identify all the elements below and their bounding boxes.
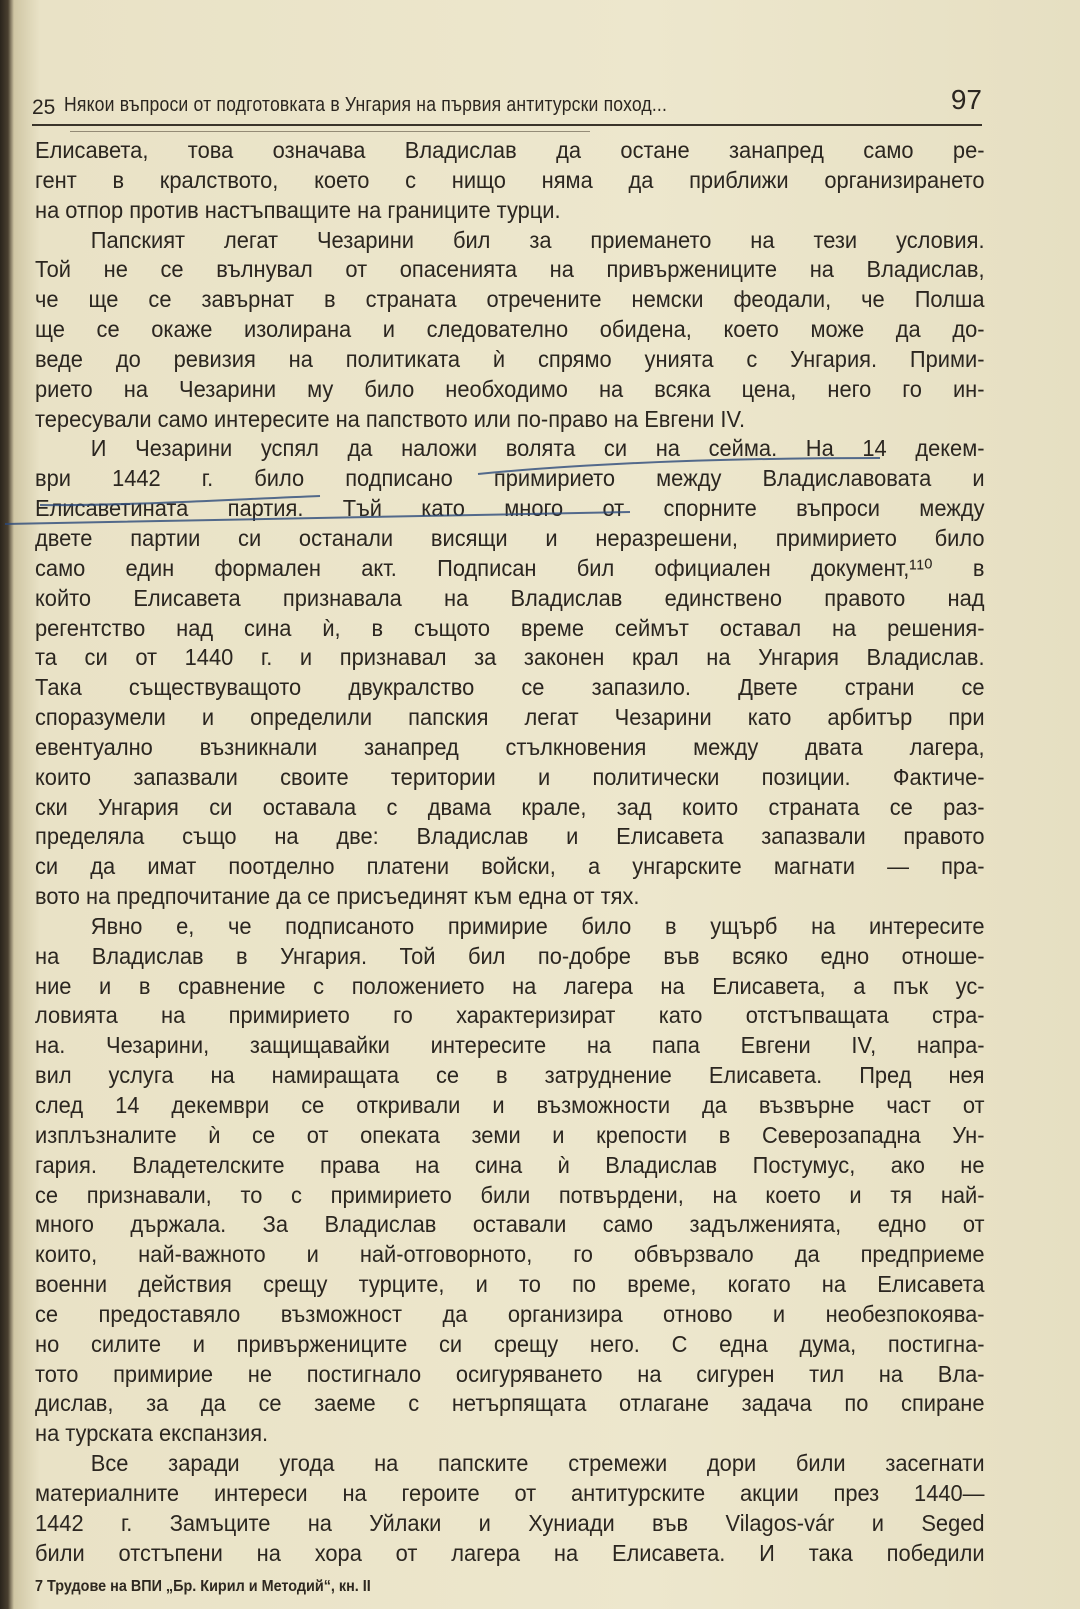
text-line: Явно е, че подписаното примирие било в ущърб на интересите	[90, 912, 985, 939]
text-line: двете партии си останали висящи и неразрешени, примирието било	[35, 524, 985, 551]
text-line: Той не се вълнувал от опасенията на привържениците на Владислав,	[35, 256, 985, 283]
running-header	[32, 84, 982, 120]
text-line: веде до ревизия на политиката ѝ спрямо унията с Унгария. Прими-	[35, 345, 985, 372]
text-line: че ще се завърнат в страната отречените немски феодали, че Полша	[35, 286, 985, 313]
text-line: на. Чезарини, защищавайки интересите на папа Евгени IV, напра-	[35, 1032, 985, 1059]
footer-signature: 7 Трудове на ВПИ „Бр. Кирил и Методий“, кн. II	[35, 1578, 371, 1595]
header-rule	[32, 124, 982, 126]
chapter-number: 25	[32, 96, 56, 119]
text-line: Елисавета, това означава Владислав да остане занапред само ре-	[35, 137, 985, 163]
text-line: много държала. За Владислав оставали само задълженията, едно от	[35, 1211, 985, 1238]
text-line: вото на предпочитание да се присъединят към една от тях.	[35, 883, 640, 910]
text-line: Все заради угода на папските стремежи дори били засегнати	[90, 1450, 985, 1477]
text-line: 1442 г. Замъците на Уйлаки и Хуниади във Vilagos-vár и Seged	[35, 1509, 985, 1536]
text-line: Елисаветината партия. Тъй като много от спорните въпроси между	[35, 495, 985, 522]
text-line: се предоставяло възможност да организира отново и необезпокоява-	[35, 1300, 985, 1327]
header-rule-secondary	[70, 131, 590, 132]
text-line: ври 1442 г. било подписано примирието между Владиславовата и	[35, 465, 985, 492]
text-line: пределяла също на две: Владислав и Елисавета запазвали правото	[35, 823, 985, 850]
text-line: на турската експанзия.	[35, 1420, 269, 1447]
text-line: но силите и привържениците си срещу него. С една дума, постигна-	[35, 1330, 985, 1357]
page-number: 97	[950, 84, 982, 115]
text-line: ще се окаже изолирана и следователно обидена, което може да до-	[35, 316, 985, 343]
text-line: И Чезарини успял да наложи волята си на сейма. На 14 декем-	[90, 435, 985, 462]
body-text	[35, 136, 985, 1569]
text-line: които запазвали своите територии и политически позиции. Фактиче-	[35, 763, 985, 790]
text-line: само един формален акт. Подписан бил официален документ,¹¹⁰ в	[35, 554, 985, 581]
running-title: Някои въпроси от подготовката в Унгария на първия антитурски поход...	[64, 94, 668, 116]
text-line: споразумели и определили папския легат Чезарини като арбитър при	[35, 704, 985, 731]
text-line: на отпор против настъпващите на границите турци.	[35, 196, 561, 223]
text-line: на Владислав в Унгария. Той бил по-добре във всяко едно отноше-	[35, 942, 985, 969]
text-line: вил услуга на намиращата се в затруднение Елисавета. Пред нея	[35, 1062, 985, 1089]
text-line: военни действия срещу турците, и то по време, когато на Елисавета	[35, 1271, 985, 1298]
text-line: си да имат поотделно платени войски, а унгарските магнати — пра-	[35, 853, 985, 880]
text-line: гария. Владетелските права на сина ѝ Владислав Постумус, ако не	[35, 1151, 985, 1178]
text-line: ловията на примирието го характеризират като отстъпващата стра-	[35, 1002, 985, 1029]
text-line: ние и в сравнение с положението на лагера на Елисавета, а пък ус-	[35, 972, 985, 999]
text-line: та си от 1440 г. и признавал за законен крал на Унгария Владислав.	[35, 644, 985, 671]
text-line: гент в кралството, което с нищо няма да приближи организирането	[35, 166, 985, 193]
text-line: регентство над сина ѝ, в същото време сеймът оставал на решения-	[35, 614, 985, 641]
text-line: евентуално възникнали занапред стълкновения между двата лагера,	[35, 733, 985, 760]
text-line: Така съществуващото двукралство се запазило. Двете страни се	[35, 674, 985, 701]
text-line: тото примирие не постигнало осигуряването на сигурен тил на Вла-	[35, 1360, 985, 1387]
text-line: изплъзналите ѝ се от опеката земи и крепости в Северозападна Ун-	[35, 1121, 985, 1148]
text-line: се признавали, то с примирието били потвърдени, на което и тя най-	[35, 1181, 985, 1208]
text-line: Папският легат Чезарини бил за приемането на тези условия.	[90, 226, 985, 253]
text-line: материалните интереси на героите от антитурските акции през 1440—	[35, 1479, 985, 1506]
text-line: били отстъпени на хора от лагера на Елисавета. И така победили	[35, 1539, 985, 1566]
text-line: дислав, за да се заеме с нетърпящата отлагане задача по спиране	[35, 1390, 985, 1417]
text-line: рието на Чезарини му било необходимо на всяка цена, него го ин-	[35, 375, 985, 402]
text-line: след 14 декември се откривали и възможности да възвърне част от	[35, 1092, 985, 1118]
text-line: който Елисавета признавала на Владислав единствено правото над	[35, 584, 985, 611]
text-line: тересували само интересите на папството или по-право на Евгени IV.	[35, 405, 746, 432]
text-line: ски Унгария си оставала с двама крале, зад които страната се раз-	[35, 793, 985, 820]
text-line: които, най-важното и най-отговорното, го обвързвало да предприеме	[35, 1241, 985, 1268]
